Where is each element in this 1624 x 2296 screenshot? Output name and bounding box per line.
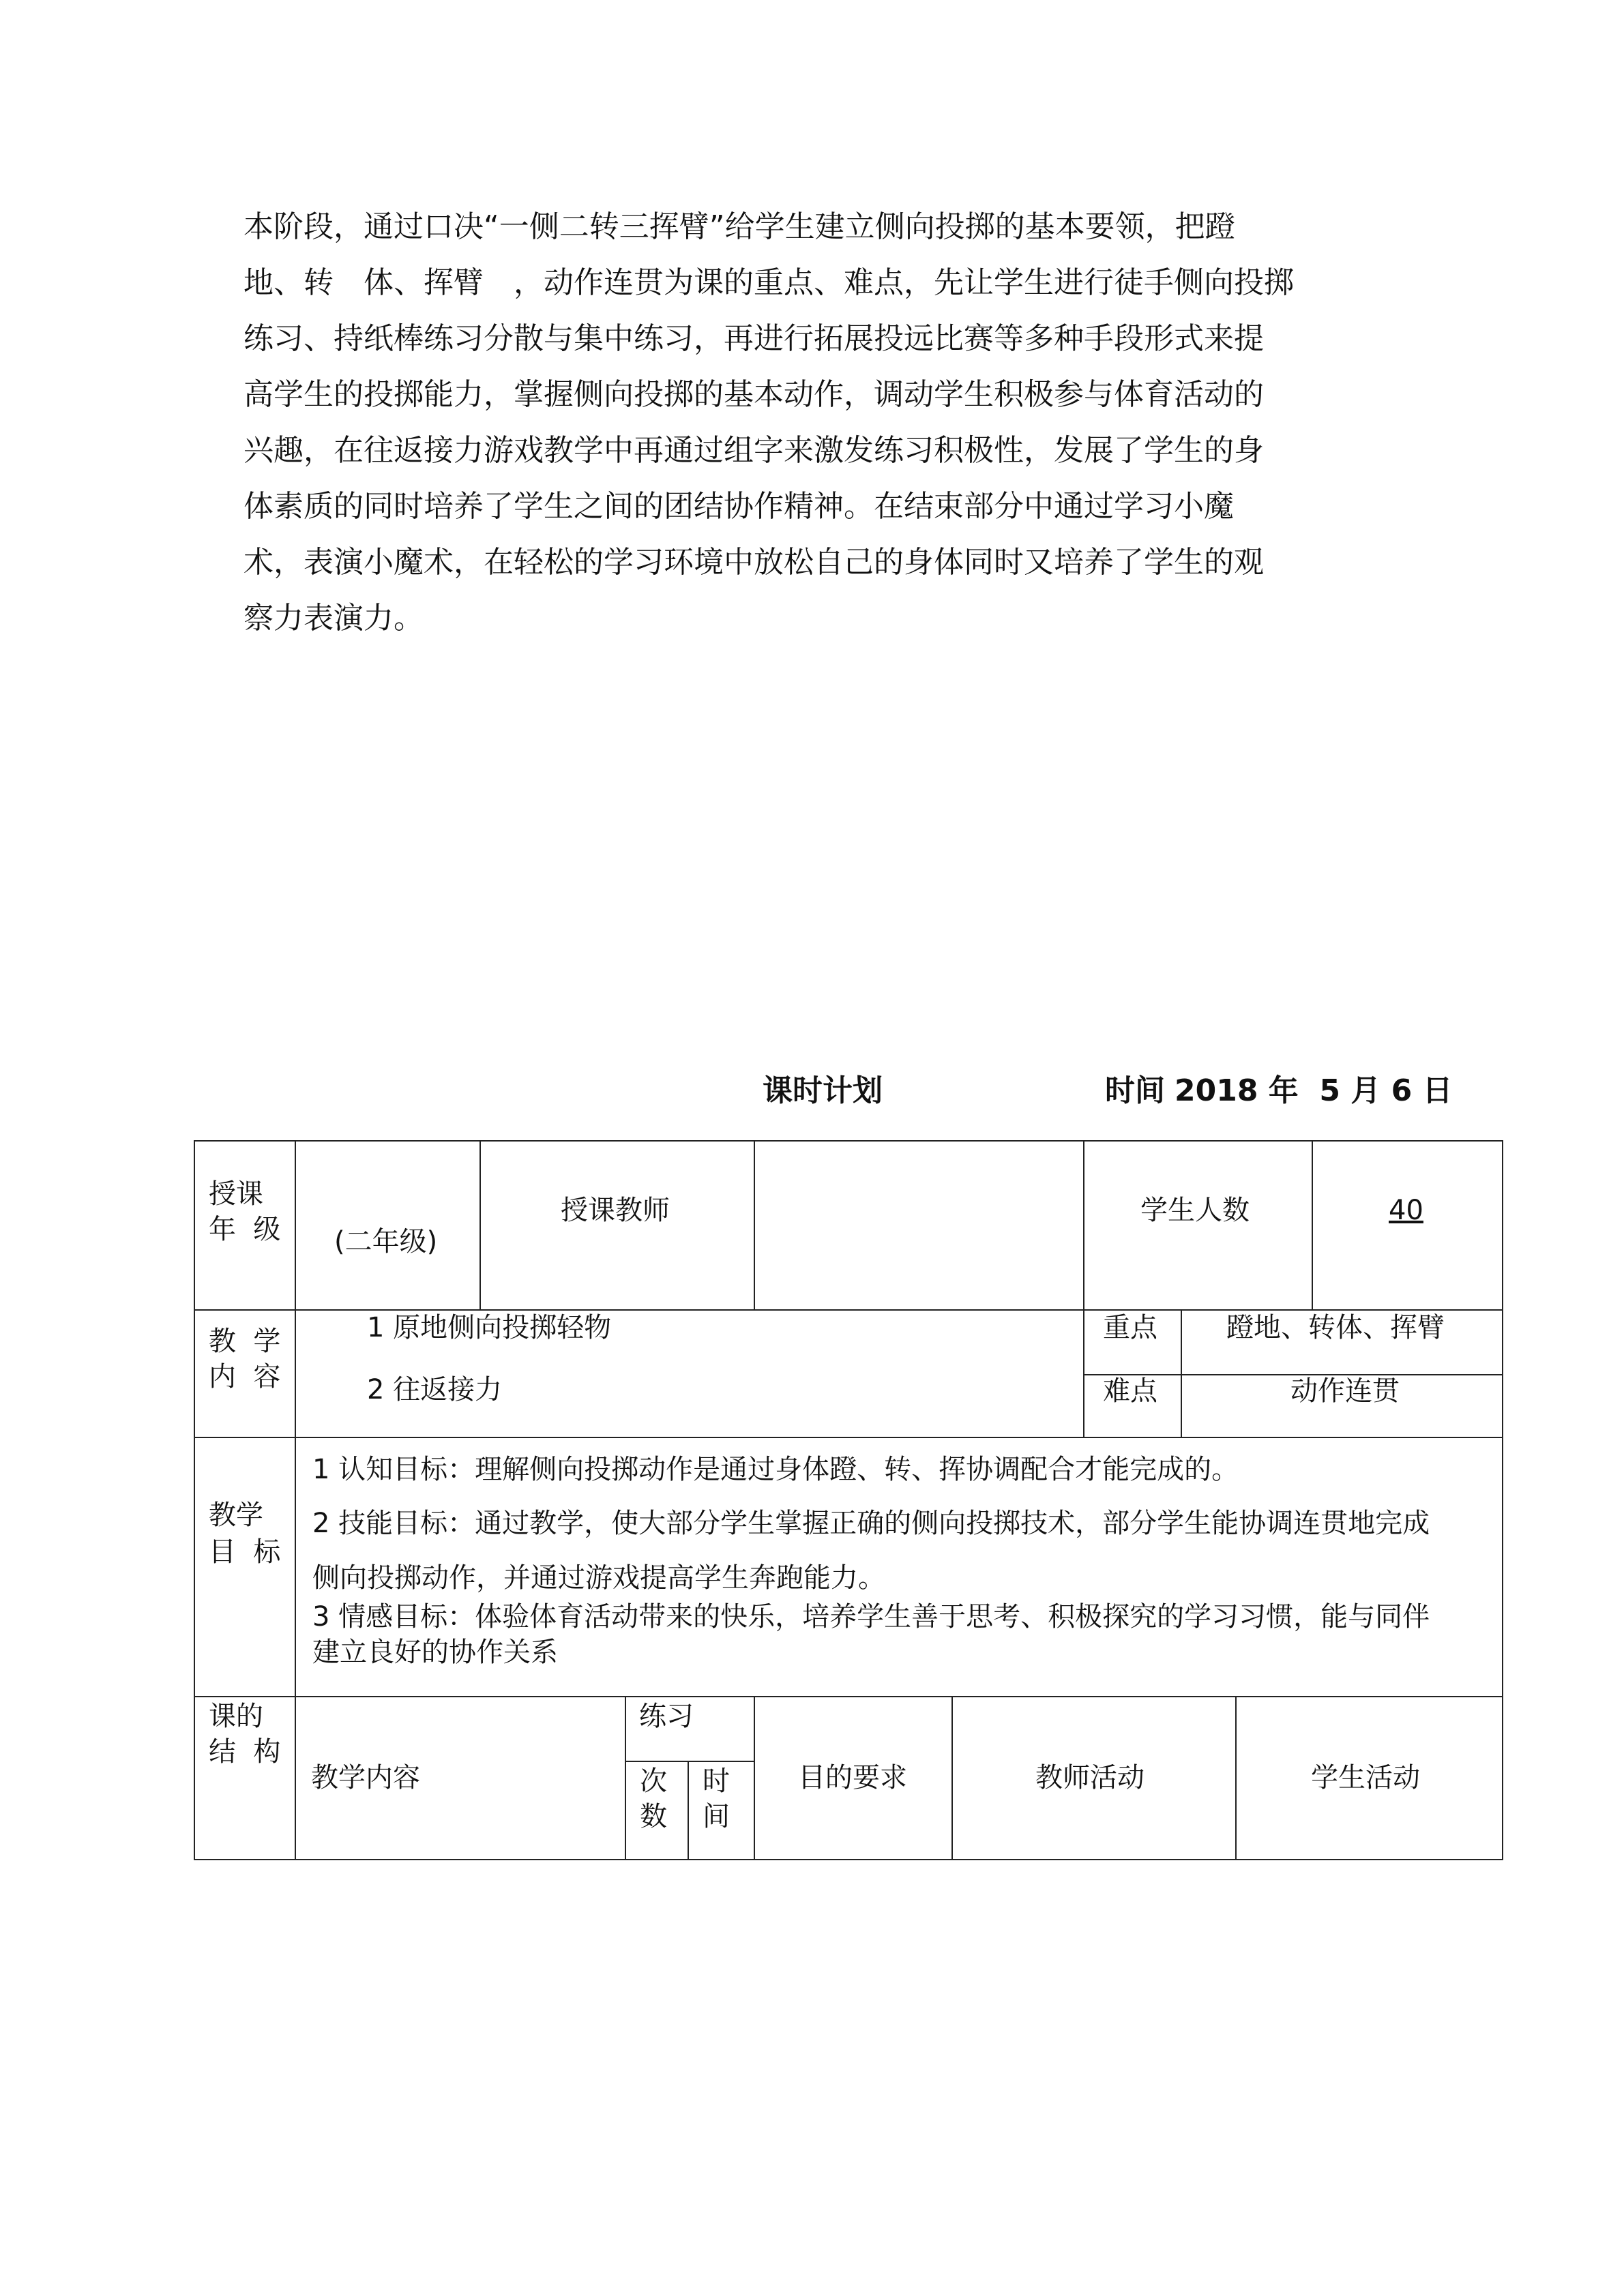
paragraph-line: 察力表演力。 [243, 601, 424, 636]
table-col-divider [1181, 1309, 1182, 1438]
goal-emotion-line1: 3 情感目标：体验体育活动带来的快乐，培养学生善于思考、积极探究的学习习惯，能与同伴 [312, 1601, 1430, 1632]
date-value: 2018 年 5 月 6 日 [1175, 1073, 1453, 1108]
table-border-left [194, 1140, 195, 1860]
content-item-2: 2 往返接力 [367, 1374, 503, 1405]
header-purpose: 目的要求 [798, 1762, 907, 1793]
content-item-1: 1 原地侧向投掷轻物 [367, 1312, 612, 1343]
table-border-bottom [194, 1859, 1503, 1860]
table-border-top [194, 1140, 1503, 1142]
table-label-column [295, 1140, 296, 1860]
table-row-divider [194, 1696, 1503, 1697]
paragraph-line: 体素质的同时培养了学生之间的团结协作精神。在结束部分中通过学习小魔 [243, 489, 1234, 524]
key-point-label: 重点 [1103, 1312, 1157, 1343]
table-col-divider [688, 1761, 689, 1860]
header-teacher-activity: 教师活动 [1035, 1762, 1145, 1793]
grade-label-line1: 授课 [209, 1178, 263, 1210]
header-practice: 练习 [639, 1701, 694, 1732]
content-label-line2: 内 容 [209, 1361, 281, 1392]
teacher-label: 授课教师 [561, 1195, 670, 1226]
goals-label-line1: 教学 [209, 1500, 263, 1531]
goal-emotion-line2: 建立良好的协作关系 [312, 1637, 558, 1668]
difficulty-label: 难点 [1103, 1375, 1157, 1407]
header-duration-line2: 间 [703, 1801, 730, 1832]
goal-skill-line2: 侧向投掷动作，并通过游戏提高学生奔跑能力。 [312, 1562, 885, 1594]
table-border-right [1502, 1140, 1503, 1860]
structure-label-line2: 结 构 [209, 1736, 281, 1768]
structure-label-line1: 课的 [209, 1701, 263, 1732]
table-col-divider [951, 1696, 953, 1860]
grade-label-line2: 年 级 [209, 1214, 281, 1245]
grade-value: (二年级) [334, 1226, 438, 1257]
students-value: 40 [1389, 1195, 1423, 1226]
content-label-line1: 教 学 [209, 1326, 281, 1357]
difficulty-value: 动作连贯 [1290, 1375, 1400, 1407]
header-duration-line1: 时 [703, 1765, 730, 1797]
date-label: 时间 [1105, 1073, 1165, 1108]
table-col-divider [1083, 1309, 1084, 1438]
table-col-divider [1083, 1140, 1084, 1311]
goal-cognitive: 1 认知目标：理解侧向投掷动作是通过身体蹬、转、挥协调配合才能完成的。 [312, 1454, 1239, 1485]
paragraph-line: 练习、持纸棒练习分散与集中练习，再进行拓展投远比赛等多种手段形式来提 [243, 321, 1264, 356]
table-col-divider [1312, 1140, 1313, 1311]
header-times-line2: 数 [640, 1801, 667, 1832]
table-col-divider [754, 1696, 755, 1860]
table-row-divider [194, 1437, 1503, 1438]
table-col-divider [625, 1696, 626, 1860]
key-point-value: 蹬地、转体、挥臂 [1226, 1312, 1445, 1343]
paragraph-line: 本阶段，通过口决“一侧二转三挥臂”给学生建立侧向投掷的基本要领，把蹬 [243, 209, 1235, 244]
paragraph-line: 术，表演小魔术，在轻松的学习环境中放松自己的身体同时又培养了学生的观 [243, 545, 1264, 580]
table-inner-divider [625, 1761, 754, 1762]
table-col-divider [1235, 1696, 1237, 1860]
table-col-divider [479, 1140, 481, 1311]
intro-paragraph [243, 199, 1403, 646]
students-label: 学生人数 [1140, 1195, 1250, 1226]
paragraph-line: 兴趣，在往返接力游戏教学中再通过组字来激发练习积极性，发展了学生的身 [243, 433, 1264, 468]
header-teaching-content: 教学内容 [311, 1762, 420, 1793]
plan-title: 课时计划 [763, 1073, 883, 1108]
header-student-activity: 学生活动 [1311, 1762, 1420, 1793]
paragraph-line: 地、转 体、挥臂 ，动作连贯为课的重点、难点，先让学生进行徒手侧向投掷 [243, 265, 1294, 300]
header-times-line1: 次 [640, 1765, 667, 1797]
goal-skill-line1: 2 技能目标：通过教学，使大部分学生掌握正确的侧向投掷技术，部分学生能协调连贯地完成 [312, 1508, 1430, 1539]
goals-label-line2: 目 标 [209, 1536, 281, 1568]
paragraph-line: 高学生的投掷能力，掌握侧向投掷的基本动作，调动学生积极参与体育活动的 [243, 377, 1264, 412]
table-col-divider [754, 1140, 755, 1311]
